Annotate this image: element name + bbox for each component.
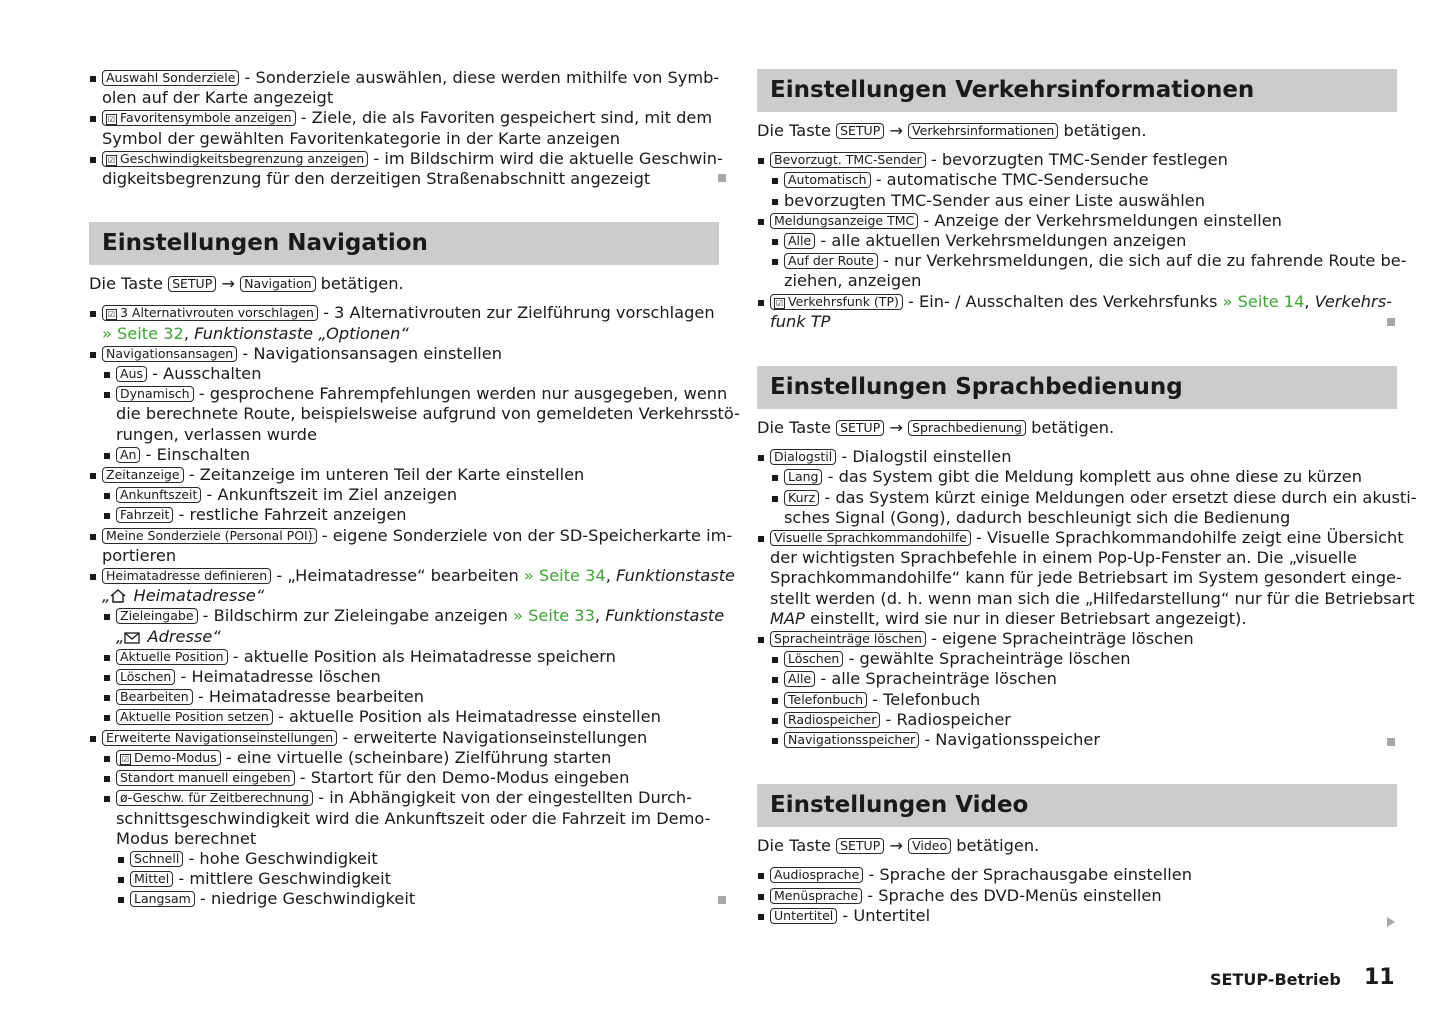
menu-key: Bearbeiten [116, 689, 193, 705]
bullet-icon [90, 116, 96, 122]
section-heading: Einstellungen Video [757, 784, 1397, 827]
bullet-icon [90, 473, 96, 479]
list-item-cont: Sprachkommandohilfe“ kann für jede Betriebsart im System gesondert einge- [770, 568, 1402, 588]
list-item: Dynamisch - gesprochene Fahrempfehlungen werden nur ausgegeben, wenn [89, 384, 719, 404]
list-item: Aktuelle Position setzen - aktuelle Position als Heimatadresse einstellen [89, 707, 719, 727]
list-item: Radiospeicher - Radiospeicher [757, 710, 1397, 730]
bullet-icon [758, 914, 764, 920]
bullet-icon [104, 392, 110, 398]
bullet-icon [772, 738, 778, 744]
menu-key: Dialogstil [770, 449, 836, 465]
list-item: Auswahl Sonderziele - Sonderziele auswählen, diese werden mithilfe von Symb- [89, 68, 719, 88]
menu-key: Spracheinträge löschen [770, 631, 926, 647]
setup-key: SETUP [836, 838, 884, 854]
page-link[interactable]: » Seite 34 [523, 566, 606, 586]
menu-key: Standort manuell eingeben [116, 770, 295, 786]
bullet-icon [104, 453, 110, 459]
list-item: Standort manuell eingeben - Startort für den Demo-Modus eingeben [89, 768, 719, 788]
list-item: ☑ Favoritensymbole anzeigen - Ziele, die als Favoriten gespeichert sind, mit dem [89, 108, 719, 128]
list-item-cont: der wichtigsten Sprachbefehle in einem Pop-Up-Fenster an. Die „visuelle [770, 548, 1357, 568]
list-item: Automatisch - automatische TMC-Sendersuche [757, 170, 1397, 190]
bullet-icon [118, 897, 124, 903]
menu-key: Kurz [784, 490, 819, 506]
checkbox-icon: ☑ [775, 298, 784, 308]
list-item: Heimatadresse definieren - „Heimatadresse“ bearbeiten » Seite 34, Funktionstaste [89, 566, 719, 586]
menu-key: Zieleingabe [116, 608, 198, 624]
bullet-icon [772, 475, 778, 481]
list-item: Dialogstil - Dialogstil einstellen [757, 447, 1397, 467]
menu-key: Löschen [116, 669, 175, 685]
list-item: ☑ Demo-Modus - eine virtuelle (scheinbare) Zielführung starten [89, 748, 719, 768]
list-item: ☑ 3 Alternativrouten vorschlagen - 3 Alternativrouten zur Zielführung vorschlagen [89, 303, 719, 323]
instruction-line: Die Taste SETUP → Navigation betätigen. [89, 274, 404, 294]
list-item-cont: „ Adresse“ [116, 626, 221, 646]
menu-key: Heimatadresse definieren [102, 568, 271, 584]
list-item: An - Einschalten [89, 445, 719, 465]
bullet-icon [104, 372, 110, 378]
menu-key: Radiospeicher [784, 712, 880, 728]
envelope-icon [124, 632, 140, 644]
left-column [89, 66, 740, 910]
menu-key: ø-Geschw. für Zeitberechnung [116, 790, 313, 806]
checkbox-icon: ☑ [107, 310, 116, 320]
menu-key: ☑ Verkehrsfunk (TP) [770, 294, 903, 310]
menu-key: ☑ 3 Alternativrouten vorschlagen [102, 305, 318, 321]
list-item-cont: olen auf der Karte angezeigt [102, 88, 334, 108]
menu-key: Alle [784, 671, 815, 687]
home-icon [110, 589, 126, 603]
page-number: 11 [1364, 965, 1395, 990]
bullet-icon [772, 239, 778, 245]
list-item-cont: stellt werden (d. h. wenn man sich die „Hilfedarstellung“ nur für die Betriebsart [770, 588, 1415, 608]
list-item: Bevorzugt. TMC-Sender - bevorzugten TMC-Sender festlegen [757, 150, 1397, 170]
list-item: Menüsprache - Sprache des DVD-Menüs einstellen [757, 886, 1397, 906]
list-item: Meine Sonderziele (Personal POI) - eigene Sonderziele von der SD-Speicherkarte im- [89, 526, 719, 546]
list-item-cont: portieren [102, 545, 177, 565]
section-end-icon [718, 174, 726, 182]
setup-key: SETUP [168, 276, 216, 292]
menu-key: Mittel [130, 871, 173, 887]
page-link[interactable]: » Seite 32 [102, 323, 184, 343]
checkbox-icon: ☑ [107, 115, 116, 125]
section-end-icon [718, 896, 726, 904]
bullet-icon [104, 493, 110, 499]
menu-key: Automatisch [784, 172, 871, 188]
bullet-icon [104, 756, 110, 762]
list-item-cont: rungen, verlassen wurde [116, 424, 317, 444]
setup-key: SETUP [836, 420, 884, 436]
bullet-icon [90, 352, 96, 358]
bullet-icon [758, 873, 764, 879]
bullet-icon [90, 157, 96, 163]
bullet-icon [772, 698, 778, 704]
menu-key: Zeitanzeige [102, 467, 184, 483]
list-item: Mittel - mittlere Geschwindigkeit [89, 869, 719, 889]
list-item: Schnell - hohe Geschwindigkeit [89, 849, 719, 869]
footer-section-label: SETUP-Betrieb [1210, 970, 1341, 989]
setup-key: SETUP [836, 123, 884, 139]
menu-key: Dynamisch [116, 386, 194, 402]
list-item: bevorzugten TMC-Sender aus einer Liste auswählen [757, 191, 1397, 211]
menu-key: Untertitel [770, 908, 837, 924]
list-item-cont: sches Signal (Gong), dadurch beschleunigt sich die Bedienung [784, 507, 1291, 527]
list-item: Löschen - gewählte Spracheinträge löschen [757, 649, 1397, 669]
bullet-icon [772, 677, 778, 683]
bullet-icon [772, 178, 778, 184]
section-end-icon [1387, 738, 1395, 746]
list-item-cont: schnittsgeschwindigkeit wird die Ankunftszeit oder die Fahrzeit im Demo- [116, 808, 711, 828]
list-item-cont: ziehen, anzeigen [784, 271, 922, 291]
menu-key: Meine Sonderziele (Personal POI) [102, 528, 317, 544]
list-item-cont: Symbol der gewählten Favoritenkategorie in der Karte anzeigen [102, 128, 620, 148]
bullet-icon [104, 675, 110, 681]
menu-key: Langsam [130, 891, 195, 907]
menu-key: ☑ Favoritensymbole anzeigen [102, 110, 296, 126]
list-item-cont: MAP einstellt, wird sie nur in dieser Betriebsart angezeigt). [770, 608, 1247, 628]
menu-key: ☑ Demo-Modus [116, 750, 221, 766]
list-item-cont: funk TP [770, 311, 831, 331]
section-end-icon [1387, 318, 1395, 326]
bullet-icon [104, 695, 110, 701]
speech-key: Sprachbedienung [908, 420, 1026, 436]
menu-key: Telefonbuch [784, 692, 867, 708]
menu-key: Alle [784, 233, 815, 249]
bullet-icon [758, 894, 764, 900]
bullet-icon [104, 513, 110, 519]
continue-arrow-icon [1387, 917, 1395, 927]
menu-key: Navigationsspeicher [784, 732, 919, 748]
bullet-icon [772, 496, 778, 502]
list-item-cont: Modus berechnet [116, 828, 257, 848]
traffic-key: Verkehrsinformationen [908, 123, 1058, 139]
menu-key: Auf der Route [784, 253, 878, 269]
list-item: ☑ Geschwindigkeitsbegrenzung anzeigen - im Bildschirm wird die aktuelle Geschwin- [89, 149, 719, 169]
menu-key: Fahrzeit [116, 507, 173, 523]
instruction-line: Die Taste SETUP → Sprachbedienung betätigen. [757, 418, 1115, 438]
list-item-cont: „ Heimatadresse“ [102, 586, 265, 606]
menu-key: Meldungsanzeige TMC [770, 213, 918, 229]
menu-key: Auswahl Sonderziele [102, 70, 239, 86]
list-item: Ankunftszeit - Ankunftszeit im Ziel anzeigen [89, 485, 719, 505]
bullet-icon [90, 574, 96, 580]
list-item: Meldungsanzeige TMC - Anzeige der Verkehrsmeldungen einstellen [757, 211, 1397, 231]
bullet-icon [772, 657, 778, 663]
list-item: Navigationsansagen - Navigationsansagen einstellen [89, 344, 719, 364]
menu-key: Menüsprache [770, 888, 862, 904]
list-item: Aus - Ausschalten [89, 364, 719, 384]
menu-key: Bevorzugt. TMC-Sender [770, 152, 926, 168]
bullet-icon [90, 76, 96, 82]
list-item-cont: digkeitsbegrenzung für den derzeitigen Straßenabschnitt angezeigt [102, 169, 651, 189]
menu-key: Aus [116, 366, 147, 382]
list-item: Audiosprache - Sprache der Sprachausgabe einstellen [757, 865, 1397, 885]
list-item: Bearbeiten - Heimatadresse bearbeiten [89, 687, 719, 707]
section-heading: Einstellungen Verkehrsinformationen [757, 69, 1397, 112]
bullet-icon [758, 219, 764, 225]
list-item-cont: » Seite 32, Funktionstaste „Optionen“ [102, 323, 409, 343]
list-item-cont: die berechnete Route, beispielsweise aufgrund von gemeldeten Verkehrsstö- [116, 404, 740, 424]
menu-key: Löschen [784, 651, 843, 667]
menu-key: Navigationsansagen [102, 346, 237, 362]
menu-key: An [116, 447, 140, 463]
list-item: Langsam - niedrige Geschwindigkeit [89, 889, 719, 909]
list-item: Zeitanzeige - Zeitanzeige im unteren Teil der Karte einstellen [89, 465, 719, 485]
bullet-icon [758, 536, 764, 542]
bullet-icon [758, 158, 764, 164]
list-item: ☑ Verkehrsfunk (TP) - Ein- / Ausschalten des Verkehrsfunks » Seite 14, Verkehrs- [757, 292, 1397, 312]
list-item: Lang - das System gibt die Meldung komplett aus ohne diese zu kürzen [757, 467, 1397, 487]
list-item: Spracheinträge löschen - eigene Spracheinträge löschen [757, 629, 1397, 649]
bullet-icon [104, 776, 110, 782]
bullet-icon [104, 655, 110, 661]
list-item: Auf der Route - nur Verkehrsmeldungen, die sich auf die zu fahrende Route be- [757, 251, 1397, 271]
bullet-icon [90, 534, 96, 540]
bullet-icon [118, 877, 124, 883]
list-item: Alle - alle aktuellen Verkehrsmeldungen anzeigen [757, 231, 1397, 251]
bullet-icon [758, 300, 764, 306]
bullet-icon [758, 637, 764, 643]
bullet-icon [772, 199, 778, 205]
bullet-icon [104, 796, 110, 802]
menu-key: Audiosprache [770, 867, 863, 883]
menu-key: Ankunftszeit [116, 487, 201, 503]
list-item: Erweiterte Navigationseinstellungen - erweiterte Navigationseinstellungen [89, 728, 719, 748]
list-item: Zieleingabe - Bildschirm zur Zieleingabe anzeigen » Seite 33, Funktionstaste [89, 606, 719, 626]
navigation-key: Navigation [240, 276, 315, 292]
list-item: Alle - alle Spracheinträge löschen [757, 669, 1397, 689]
checkbox-icon: ☑ [107, 155, 116, 165]
section-heading: Einstellungen Navigation [89, 222, 719, 265]
list-item: Aktuelle Position - aktuelle Position als Heimatadresse speichern [89, 647, 719, 667]
bullet-icon [104, 715, 110, 721]
list-item: Untertitel - Untertitel [757, 906, 1397, 926]
checkbox-icon: ☑ [121, 754, 130, 764]
list-item: Fahrzeit - restliche Fahrzeit anzeigen [89, 505, 719, 525]
bullet-icon [772, 259, 778, 265]
menu-key: Visuelle Sprachkommandohilfe [770, 530, 971, 546]
menu-key: Lang [784, 469, 822, 485]
section-heading: Einstellungen Sprachbedienung [757, 366, 1397, 409]
menu-key: Aktuelle Position setzen [116, 709, 273, 725]
bullet-icon [104, 614, 110, 620]
bullet-icon [758, 455, 764, 461]
list-item: Telefonbuch - Telefonbuch [757, 690, 1397, 710]
instruction-line: Die Taste SETUP → Video betätigen. [757, 836, 1040, 856]
list-item: Navigationsspeicher - Navigationsspeicher [757, 730, 1397, 750]
menu-key: Aktuelle Position [116, 649, 228, 665]
menu-key: ☑ Geschwindigkeitsbegrenzung anzeigen [102, 151, 368, 167]
list-item: Kurz - das System kürzt einige Meldungen oder ersetzt diese durch ein akusti- [757, 488, 1397, 508]
bullet-icon [90, 736, 96, 742]
list-item: ø-Geschw. für Zeitberechnung - in Abhängigkeit von der eingestellten Durch- [89, 788, 719, 808]
menu-key: Schnell [130, 851, 183, 867]
page-link[interactable]: » Seite 14 [1222, 291, 1305, 311]
list-item: Löschen - Heimatadresse löschen [89, 667, 719, 687]
page-link[interactable]: » Seite 33 [513, 606, 595, 626]
bullet-icon [90, 311, 96, 317]
menu-key: Erweiterte Navigationseinstellungen [102, 730, 337, 746]
bullet-icon [118, 857, 124, 863]
right-column [757, 69, 1417, 926]
bullet-icon [772, 718, 778, 724]
list-item: Visuelle Sprachkommandohilfe - Visuelle Sprachkommandohilfe zeigt eine Übersicht [757, 528, 1397, 548]
instruction-line: Die Taste SETUP → Verkehrsinformationen betätigen. [757, 121, 1147, 140]
video-key: Video [908, 838, 951, 854]
